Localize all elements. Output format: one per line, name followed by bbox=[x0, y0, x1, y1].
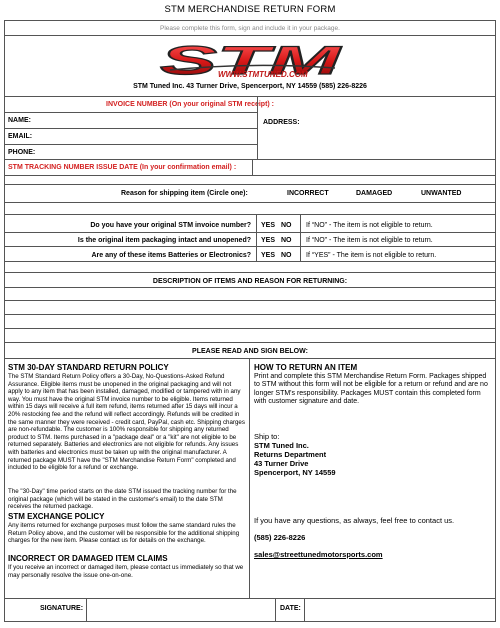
answer-yes-2[interactable]: YES bbox=[261, 237, 276, 244]
logo-text: STM bbox=[160, 40, 344, 82]
note-2: If “NO” - The item is not eligible to return. bbox=[306, 237, 433, 244]
company-address: STM Tuned Inc. 43 Turner Drive, Spencerport, NY 14559 (585) 226-8226 bbox=[133, 83, 367, 90]
tracking-label: STM TRACKING NUMBER ISSUE DATE (In your confirmation email) : bbox=[8, 164, 237, 171]
how-to-return-title: HOW TO RETURN AN ITEM bbox=[254, 363, 358, 372]
ship-to-label: Ship to: bbox=[254, 432, 280, 441]
standard-policy-title: STM 30-DAY STANDARD RETURN POLICY bbox=[8, 363, 169, 372]
logo-url: WWW.STMTUNED.COM bbox=[218, 70, 308, 79]
ship-city: Spencerport, NY 14559 bbox=[254, 468, 336, 477]
how-to-return-text: Print and complete this STM Merchandise Return Form. Packages shipped to STM without this form will not be eligible for a return or refund and are no longer STM's responsibility. Packages MUST contain this completed form with customer signature and date. bbox=[254, 373, 488, 406]
contact-email-link[interactable]: sales@streettunedmotorsports.com bbox=[254, 550, 383, 559]
ship-street: 43 Turner Drive bbox=[254, 459, 309, 468]
question-invoice: Do you have your original STM invoice number? bbox=[90, 222, 251, 229]
contact-text: If you have any questions, as always, feel free to contact us. bbox=[254, 516, 455, 525]
name-label: NAME: bbox=[8, 117, 31, 124]
form-subtitle: Please complete this form, sign and include it in your package. bbox=[4, 22, 496, 36]
phone-label: PHONE: bbox=[8, 149, 36, 156]
signature-label: SIGNATURE: bbox=[40, 605, 84, 612]
question-packaging: Is the original item packaging intact and unopened? bbox=[77, 237, 251, 244]
standard-policy-text-2: The "30-Day" time period starts on the date STM issued the tracking number for the original package (which will be stated in the customer's email) to the date STM receives the returned package. bbox=[8, 488, 237, 511]
ship-company: STM Tuned Inc. bbox=[254, 441, 309, 450]
exchange-policy-text: Any items returned for exchange purposes must follow the same standard rules the Return Policy above, and the customer will be responsible for the additional shipping charges for the new item. Please contact us for details on the exchange. bbox=[8, 522, 240, 545]
reason-unwanted[interactable]: UNWANTED bbox=[421, 190, 462, 197]
form-title: STM MERCHANDISE RETURN FORM bbox=[164, 4, 336, 15]
answer-no-1[interactable]: NO bbox=[281, 222, 292, 229]
exchange-policy-title: STM EXCHANGE POLICY bbox=[8, 512, 105, 521]
note-3: If “YES” - The item is not eligible to return. bbox=[306, 252, 437, 259]
answer-yes-3[interactable]: YES bbox=[261, 252, 276, 259]
items-heading: DESCRIPTION OF ITEMS AND REASON FOR RETURNING: bbox=[152, 278, 348, 285]
contact-phone: (585) 226-8226 bbox=[254, 533, 306, 542]
reason-damaged[interactable]: DAMAGED bbox=[356, 190, 393, 197]
answer-no-3[interactable]: NO bbox=[281, 252, 292, 259]
reason-incorrect[interactable]: INCORRECT bbox=[287, 190, 329, 197]
date-label: DATE: bbox=[280, 605, 301, 612]
note-1: If “NO” - The item is not eligible to return. bbox=[306, 222, 433, 229]
address-label: ADDRESS: bbox=[263, 119, 300, 126]
invoice-label: INVOICE NUMBER (On your original STM receipt) : bbox=[106, 101, 275, 108]
standard-policy-text: The STM Standard Return Policy offers a 30-Day, No-Questions-Asked Refund Assurance. Eligible items must be unopened in the original packaging and will not apply to any item that has been installed, damaged, modified or tampered with in any way. You must have the original STM invoice number to be eligible. Items returned within 15 days will receive a full item refund, items returned after 15 days will incur a 20% restocking fee and the refund will reflect accordingly. Refunds will be credited in the same manner they were received - credit card, PayPal, cash etc. Shipping charges are non-refundable. The customer is 100% responsible for shipping any returned product to STM. Items purchased in a "package deal" or a "kit" are not eligible to be returned separately. Batteries and electronics are not eligible for refunds. Any issues with batteries and electronics must be taken up with the original manufacturer. A returned package MUST have the "STM Merchandise Return Form" completed and included to be eligible for a refund or exchange. bbox=[8, 373, 245, 472]
email-label: EMAIL: bbox=[8, 133, 33, 140]
damaged-claims-title: INCORRECT OR DAMAGED ITEM CLAIMS bbox=[8, 554, 168, 563]
answer-no-2[interactable]: NO bbox=[281, 237, 292, 244]
damaged-claims-text: If you receive an incorrect or damaged item, please contact us immediately so that we may personally resolve the issue one-on-one. bbox=[8, 564, 244, 579]
question-batteries: Are any of these items Batteries or Electronics? bbox=[91, 252, 251, 259]
answer-yes-1[interactable]: YES bbox=[261, 222, 276, 229]
ship-department: Returns Department bbox=[254, 450, 327, 459]
policy-heading: PLEASE READ AND SIGN BELOW: bbox=[192, 348, 308, 355]
reason-label: Reason for shipping item (Circle one): bbox=[121, 190, 248, 197]
